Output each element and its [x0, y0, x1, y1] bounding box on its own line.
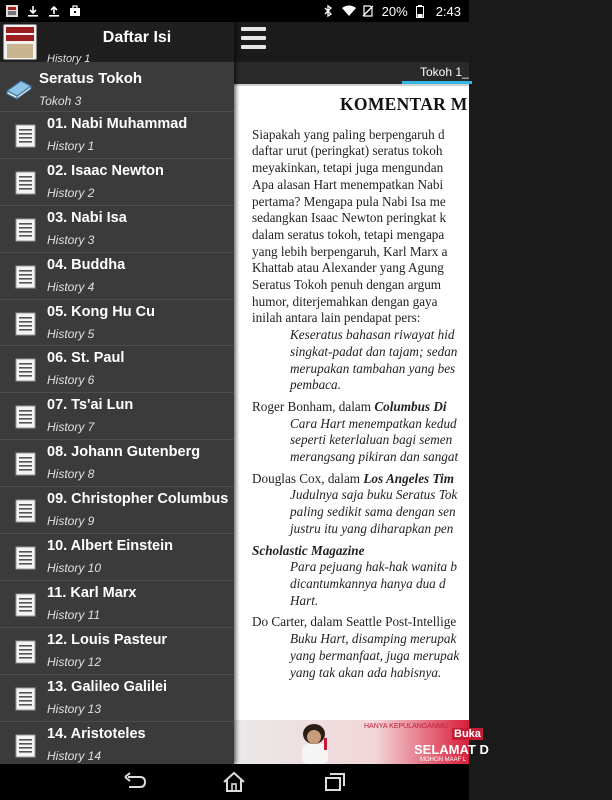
quote-line: Hart.	[290, 592, 319, 608]
chapter-list-item[interactable]	[0, 252, 234, 299]
chapter-title: 09. Christopher Columbus	[47, 491, 229, 508]
body-line: humor, diterjemahkan dengan gaya	[252, 293, 438, 309]
chapter-subtitle: History 2	[47, 185, 95, 200]
tab-strip	[234, 62, 469, 84]
quote-line: Judulnya saja buku Seratus Tok	[290, 487, 458, 503]
app-notification-icon	[6, 5, 18, 17]
chapter-list-item[interactable]	[0, 158, 234, 205]
chapter-list-item[interactable]	[0, 674, 234, 721]
body-line: sedangkan Isaac Newton peringkat k	[252, 210, 447, 226]
quote-line: merupakan tambahan yang bes	[290, 360, 456, 376]
body-line: pertama? Mengapa pula Nabi Isa me	[252, 193, 446, 209]
document-icon	[15, 593, 37, 617]
body-line: Khattab atau Alexander yang Agung	[252, 260, 444, 276]
quote-line: singkat-padat dan tajam; sedan	[290, 343, 458, 359]
source-author: Roger Bonham, dalam	[252, 398, 375, 414]
chapter-subtitle: History 13	[47, 701, 102, 716]
chapter-title: 08. Johann Gutenberg	[47, 444, 201, 461]
chapter-subtitle: History 1	[47, 139, 95, 153]
chapter-title: 05. Kong Hu Cu	[47, 303, 155, 320]
back-icon[interactable]	[120, 770, 150, 794]
document-icon	[15, 499, 37, 523]
document-icon	[15, 171, 37, 195]
chapter-title: 07. Ts'ai Lun	[47, 397, 134, 414]
document-icon	[15, 546, 37, 570]
body-line: inilah antara lain pendapat pers:	[252, 310, 421, 326]
chapter-subtitle: History 10	[47, 561, 102, 576]
chapter-subtitle: History 5	[47, 326, 95, 341]
chapter-title: 10. Albert Einstein	[47, 538, 173, 555]
quote-line: seperti keterlaluan bagi semen	[290, 432, 453, 448]
source-line	[252, 399, 612, 416]
chapter-subtitle: History 9	[47, 514, 95, 529]
ad-headline: SELAMAT D	[414, 742, 489, 757]
chapter-title: 13. Galileo Galilei	[47, 678, 168, 695]
reader-pane	[234, 22, 489, 764]
chapter-list-item[interactable]	[0, 205, 234, 252]
document-icon	[15, 124, 37, 148]
source-publication: Columbus Di	[374, 398, 447, 414]
upload-icon	[48, 5, 60, 17]
chapter-list	[0, 111, 234, 767]
document-icon	[15, 734, 37, 758]
wifi-icon	[342, 5, 354, 17]
source-publication: Los Angeles Tim	[363, 470, 454, 486]
quote-line: merangsang pikiran dan sangat	[290, 449, 459, 465]
document-icon	[15, 358, 37, 382]
chapter-title: 02. Isaac Newton	[47, 162, 164, 179]
quote-line: Buku Hart, disamping merupak	[290, 631, 457, 647]
chapter-title: 12. Louis Pasteur	[47, 631, 168, 648]
quote-line: Cara Hart menempatkan kedud	[290, 415, 457, 431]
download-icon	[27, 5, 39, 17]
body-line: yang lebih berpengaruh, Karl Marx a	[252, 243, 448, 259]
home-icon[interactable]	[219, 770, 249, 794]
chapter-title: 14. Aristoteles	[47, 725, 146, 742]
chapter-list-item[interactable]	[0, 533, 234, 580]
tab-tokoh-1[interactable]: Tokoh 1_	[402, 62, 472, 84]
battery-icon	[416, 5, 428, 17]
quote-line: dicantumkannya hanya dua d	[290, 575, 446, 591]
body-line: meyakinkan, tetapi juga mengundan	[252, 160, 444, 176]
chapter-title: 04. Buddha	[47, 256, 126, 273]
book-icon	[5, 77, 33, 99]
chapter-title: 03. Nabi Isa	[47, 209, 127, 226]
no-sim-icon	[362, 5, 374, 17]
bluetooth-icon	[322, 5, 334, 17]
source-line	[252, 471, 612, 488]
quote-line: Para pejuang hak-hak wanita b	[290, 559, 458, 575]
book-title: Seratus Tokoh	[39, 70, 143, 87]
chapter-subtitle: History 12	[47, 654, 102, 669]
body-line: Do Carter, dalam Seattle Post-Intellige	[252, 614, 457, 630]
ad-subtext: MOHON MAAF L	[420, 757, 467, 763]
chapter-subtitle: History 6	[47, 373, 95, 388]
document-icon	[15, 265, 37, 289]
source-author: Douglas Cox, dalam	[252, 470, 364, 486]
navigation-drawer	[0, 22, 234, 764]
chapter-list-item[interactable]	[0, 345, 234, 392]
body-line: daftar urut (peringkat) seratus tokoh	[252, 143, 443, 159]
book-subtitle: Tokoh 3	[39, 94, 82, 108]
chapter-subtitle: History 4	[47, 279, 95, 294]
chapter-list-item[interactable]	[0, 439, 234, 486]
drawer-header	[0, 22, 234, 65]
chapter-list-item[interactable]	[0, 627, 234, 674]
chapter-subtitle: History 3	[47, 232, 95, 247]
document-icon	[15, 312, 37, 336]
reader-toolbar	[234, 22, 469, 84]
chapter-list-item[interactable]	[0, 486, 234, 533]
chapter-subtitle: History 14	[47, 748, 102, 763]
chapter-subtitle: History 8	[47, 467, 95, 482]
body-line: Siapakah yang paling berpengaruh d	[252, 126, 445, 142]
document-icon	[15, 640, 37, 664]
partial-item-sub: History 1	[47, 53, 91, 65]
body-line: Apa alasan Hart menempatkan Nabi	[252, 176, 444, 192]
ad-top-text: HANYA KEPULANGANMU	[364, 723, 448, 730]
document-icon	[15, 405, 37, 429]
clock: 2:43	[435, 3, 461, 19]
source-line	[252, 543, 612, 560]
quote-line: Keseratus bahasan riwayat hid	[290, 327, 455, 343]
menu-icon[interactable]	[238, 24, 270, 54]
page-title: KOMENTAR M	[340, 94, 468, 114]
body-line: Seratus Tokoh penuh dengan argum	[252, 277, 442, 293]
ad-banner[interactable]	[234, 720, 489, 764]
quote-line: justru itu yang diharapkan pen	[290, 520, 454, 536]
quote-line: yang tak akan ada habisnya.	[290, 664, 442, 680]
recent-apps-icon[interactable]	[320, 770, 350, 794]
status-bar	[0, 0, 469, 22]
document-content	[252, 96, 612, 681]
battery-percent: 20%	[381, 3, 408, 19]
quote-line: pembaca.	[290, 377, 341, 393]
chapter-title: 01. Nabi Muhammad	[47, 116, 188, 132]
chapter-title: 11. Karl Marx	[47, 584, 137, 601]
chapter-list-item[interactable]	[0, 299, 234, 346]
quote-line: yang bermanfaat, juga merupak	[290, 647, 460, 663]
chapter-subtitle: History 7	[47, 420, 95, 435]
document-page[interactable]	[234, 84, 469, 720]
document-icon	[15, 218, 37, 242]
ad-person-image	[294, 722, 342, 764]
navigation-bar	[0, 764, 469, 800]
document-icon	[15, 452, 37, 476]
chapter-list-item[interactable]	[0, 111, 234, 158]
ad-brand: Buka	[454, 728, 481, 740]
quote-line: paling sedikit sama dengan sen	[290, 504, 456, 520]
chapter-title: 06. St. Paul	[47, 350, 125, 367]
chapter-list-item[interactable]	[0, 721, 234, 768]
chapter-subtitle: History 11	[47, 607, 101, 622]
chapter-list-item[interactable]	[0, 392, 234, 439]
source-publication: Scholastic Magazine	[252, 542, 365, 558]
document-icon	[15, 687, 37, 711]
chapter-list-item[interactable]	[0, 580, 234, 627]
briefcase-icon	[69, 5, 81, 17]
body-line: dalam seratus tokoh, tetapi mengapa	[252, 226, 445, 242]
book-header-item[interactable]	[0, 67, 234, 111]
drawer-title: Daftar Isi	[102, 29, 172, 46]
